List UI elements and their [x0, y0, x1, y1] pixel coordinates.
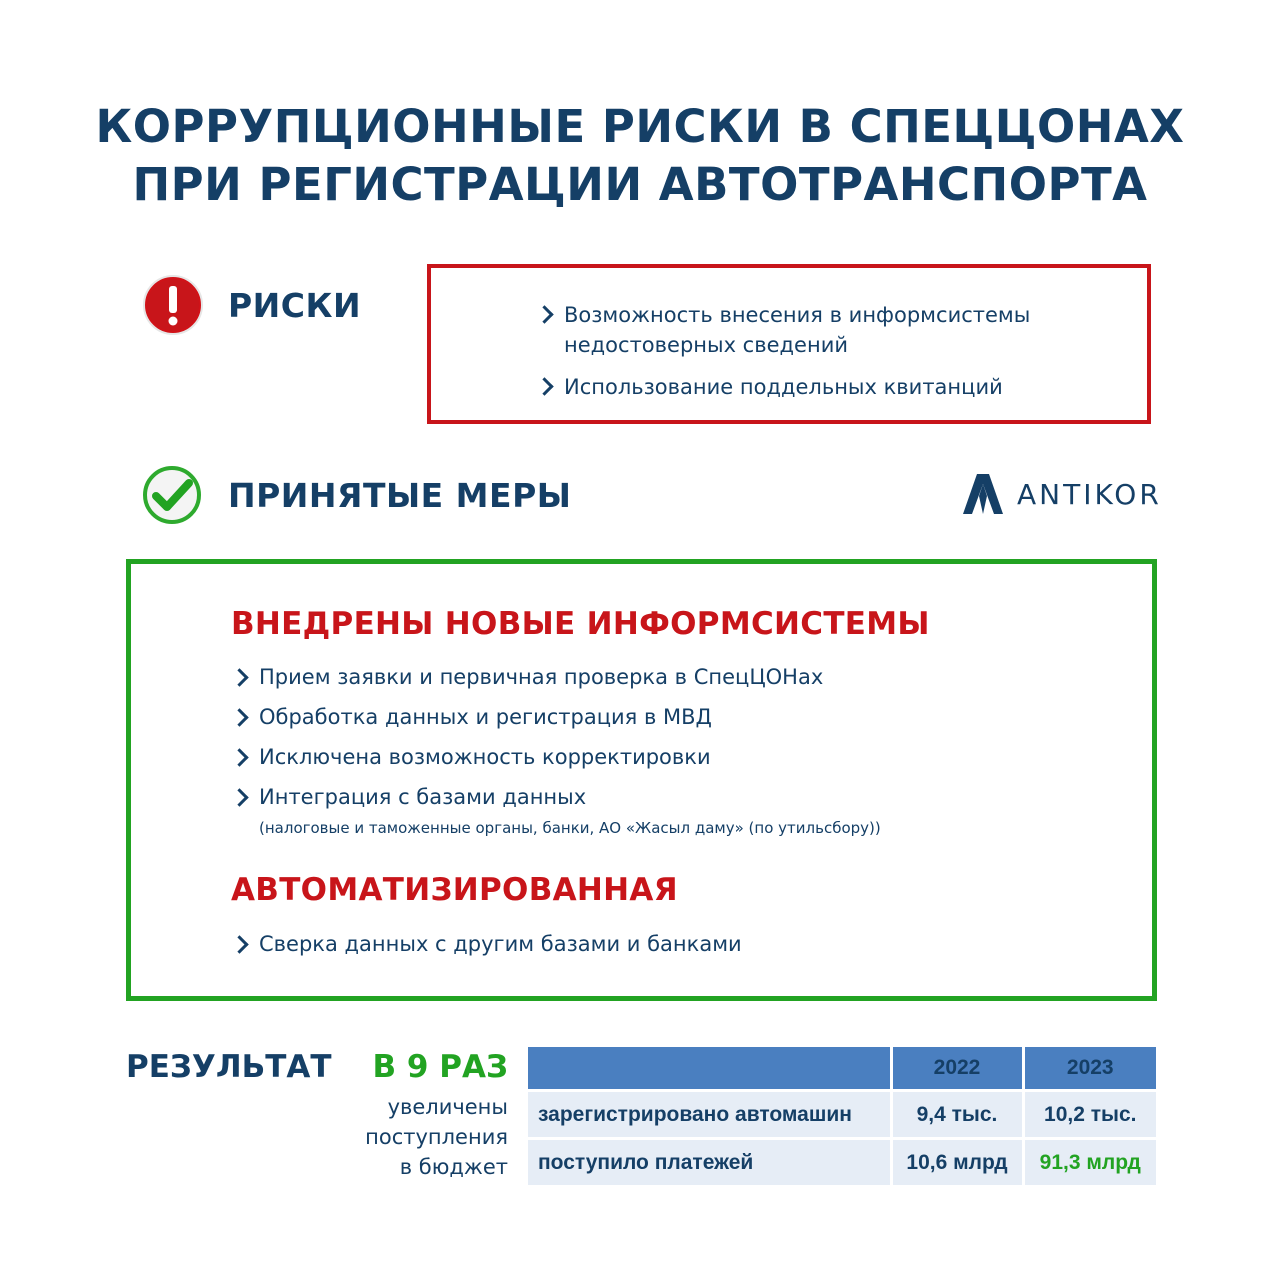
measure-item-text: Обработка данных и регистрация в МВД — [259, 705, 712, 729]
result-multiplier: В 9 РАЗ — [372, 1049, 508, 1085]
result-label: РЕЗУЛЬТАТ — [126, 1049, 332, 1085]
measures-box — [126, 559, 1157, 1001]
measure-item-text: Интеграция с базами данных — [259, 785, 587, 809]
table-row — [528, 1091, 1156, 1139]
list-item — [536, 372, 1104, 402]
table-cell: 10,6 млрд — [891, 1139, 1023, 1186]
chevron-right-icon — [230, 788, 248, 806]
measures-list-1 — [231, 663, 881, 851]
chevron-right-icon — [230, 935, 248, 953]
table-header-cell — [528, 1047, 891, 1091]
measure-item-text: Прием заявки и первичная проверка в СпецЦОНах — [259, 665, 824, 689]
result-description — [308, 1092, 508, 1182]
measures-heading-1: ВНЕДРЕНЫ НОВЫЕ ИНФОРМСИСТЕМЫ — [231, 606, 930, 642]
table-header-cell: 2023 — [1023, 1047, 1156, 1091]
table-cell: 9,4 тыс. — [891, 1091, 1023, 1139]
measure-item-note: (налоговые и таможенные органы, банки, АО «Жасыл даму» (по утильсбору)) — [259, 819, 881, 837]
table-cell: 91,3 млрд — [1023, 1139, 1156, 1186]
result-table — [528, 1047, 1156, 1185]
table-header-row — [528, 1047, 1156, 1091]
measures-label: ПРИНЯТЫЕ МЕРЫ — [228, 476, 572, 515]
measures-list-2 — [231, 930, 742, 970]
exclamation-icon — [142, 274, 204, 340]
list-item — [536, 300, 1104, 360]
list-item — [231, 783, 881, 839]
list-item — [231, 743, 881, 771]
result-description-line: поступления — [365, 1125, 508, 1149]
measure-item-text: Сверка данных с другим базами и банками — [259, 932, 742, 956]
list-item — [231, 930, 742, 958]
result-description-line: в бюджет — [399, 1155, 508, 1179]
table-header-cell: 2022 — [891, 1047, 1023, 1091]
antikor-logo-mark — [963, 474, 1003, 514]
table-cell: 10,2 тыс. — [1023, 1091, 1156, 1139]
chevron-right-icon — [230, 668, 248, 686]
logo-text: ANTIKOR — [1017, 477, 1162, 511]
title-line-2: ПРИ РЕГИСТРАЦИИ АВТОТРАНСПОРТА — [132, 158, 1148, 211]
chevron-right-icon — [535, 377, 553, 395]
table-row — [528, 1139, 1156, 1186]
title-line-1: КОРРУПЦИОННЫЕ РИСКИ В СПЕЦЦОНАХ — [95, 100, 1185, 153]
measures-heading-2: АВТОМАТИЗИРОВАННАЯ — [231, 872, 678, 908]
list-item — [231, 703, 881, 731]
page-title — [0, 98, 1280, 214]
list-item — [231, 663, 881, 691]
risk-item-text: Возможность внесения в информсистемы недостоверных сведений — [564, 303, 1031, 357]
risks-box — [427, 264, 1151, 424]
chevron-right-icon — [535, 305, 553, 323]
checkmark-icon — [142, 465, 202, 529]
table-cell: зарегистрировано автомашин — [528, 1091, 891, 1139]
chevron-right-icon — [230, 708, 248, 726]
risks-label: РИСКИ — [228, 286, 362, 325]
chevron-right-icon — [230, 748, 248, 766]
risks-list — [536, 300, 1104, 414]
risk-item-text: Использование поддельных квитанций — [564, 375, 1003, 399]
result-description-line: увеличены — [387, 1095, 508, 1119]
antikor-logo — [963, 474, 1162, 514]
measure-item-text: Исключена возможность корректировки — [259, 745, 711, 769]
table-cell: поступило платежей — [528, 1139, 891, 1186]
